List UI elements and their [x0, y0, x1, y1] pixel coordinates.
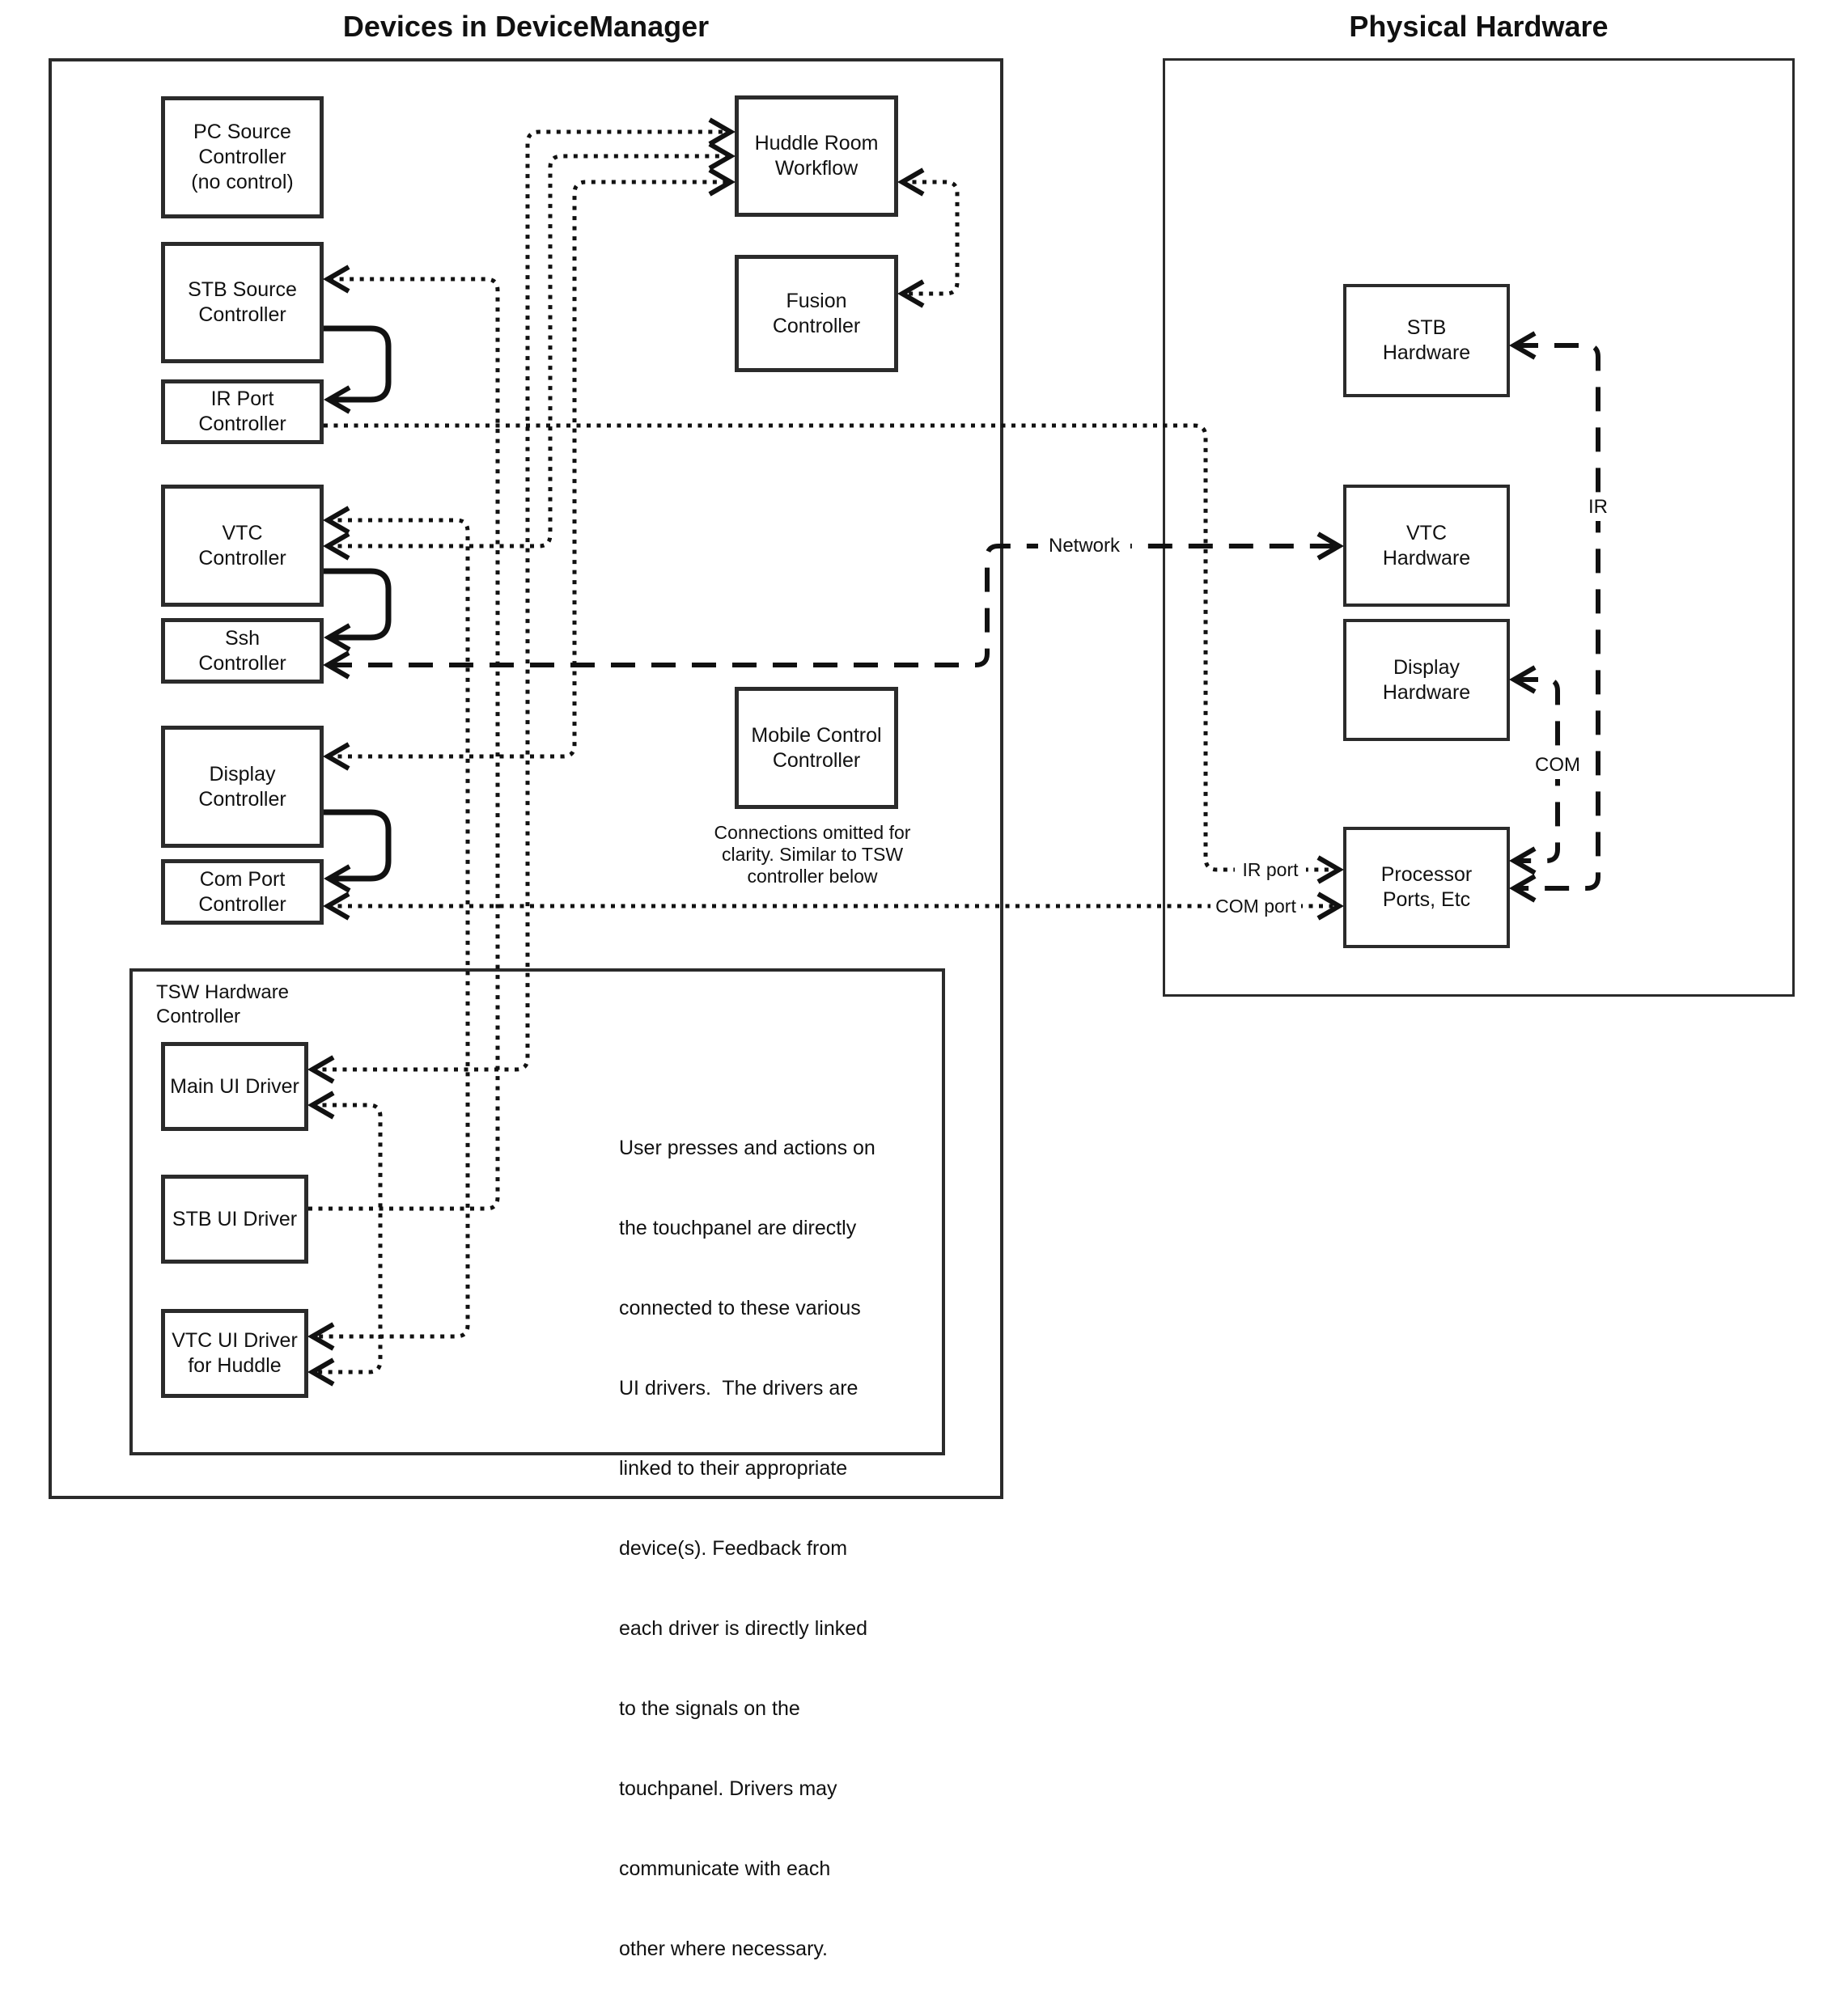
tsw-note-line: linked to their appropriate — [619, 1457, 848, 1480]
com-port-label: COM port — [1210, 893, 1301, 919]
box-label-line: Processor — [1380, 863, 1473, 886]
box-label-line: Ports, Etc — [1382, 888, 1471, 911]
box-label-line: Fusion — [786, 289, 847, 312]
display-controller-box — [161, 726, 324, 848]
ir-port-controller-box — [161, 379, 324, 444]
vtc-hardware-box — [1343, 485, 1510, 607]
box-label-line: Controller — [198, 146, 286, 168]
tsw-label-line: TSW Hardware — [156, 981, 290, 1003]
box-label-line: Controller — [198, 413, 286, 435]
huddle-room-workflow-box — [735, 95, 898, 217]
tsw-note-line: to the signals on the — [619, 1697, 800, 1720]
box-label-line: VTC — [1406, 521, 1447, 544]
mobile-note-line: clarity. Similar to TSW — [721, 844, 904, 865]
vtc-controller-box — [161, 485, 324, 607]
box-label-line: STB Source — [188, 278, 297, 301]
box-label-line: VTC — [222, 521, 263, 544]
box-label-line: Huddle Room — [754, 132, 879, 155]
tsw-note-line: User presses and actions on — [619, 1137, 875, 1159]
pc-source-controller-box — [161, 96, 324, 218]
mobile-note — [694, 822, 931, 887]
box-label-line: Controller — [772, 314, 861, 337]
box-label-line: PC Source — [193, 121, 291, 143]
com-label: COM — [1526, 752, 1589, 779]
tsw-note-line: UI drivers. The drivers are — [619, 1377, 859, 1400]
box-label-line: Controller — [198, 787, 286, 811]
mobile-note-line: controller below — [747, 866, 878, 887]
box-label-line: Controller — [772, 748, 861, 772]
box-label-line: Controller — [198, 892, 286, 916]
main-ui-driver-box — [161, 1042, 308, 1131]
tsw-note-line: touchpanel. Drivers may — [619, 1777, 837, 1800]
box-label-line: Workflow — [774, 157, 859, 180]
mobile-control-controller-box — [735, 687, 898, 809]
box-label-line: Controller — [198, 651, 286, 675]
box-label-line: STB — [1406, 316, 1447, 339]
box-label-line: Hardware — [1382, 341, 1471, 364]
box-label-line: IR Port — [210, 388, 274, 410]
display-hardware-box — [1343, 619, 1510, 741]
box-label-line: for Huddle — [188, 1354, 282, 1377]
mobile-note-line: Connections omitted for — [714, 822, 911, 843]
ssh-controller-box — [161, 618, 324, 684]
processor-ports-box — [1343, 827, 1510, 948]
tsw-container-label — [156, 980, 289, 1029]
box-label-line: STB UI Driver — [172, 1207, 298, 1230]
fusion-controller-box — [735, 255, 898, 372]
box-label-line: (no control) — [191, 171, 294, 193]
box-label-line: Controller — [198, 303, 286, 326]
network-label: Network — [1038, 532, 1130, 560]
devices-title: Devices in DeviceManager — [342, 10, 710, 43]
box-label-line: VTC UI Driver — [172, 1329, 298, 1352]
tsw-note-line: the touchpanel are directly — [619, 1217, 857, 1239]
tsw-note — [619, 1082, 875, 2016]
tsw-note-line: each driver is directly linked — [619, 1617, 868, 1640]
tsw-note-line: communicate with each — [619, 1857, 831, 1880]
tsw-note-line: device(s). Feedback from — [619, 1537, 848, 1560]
box-label-line: Controller — [198, 546, 286, 570]
ir-label: IR — [1577, 493, 1619, 521]
box-label-line: Mobile Control — [751, 723, 882, 747]
box-label-line: Main UI Driver — [170, 1074, 299, 1098]
stb-source-controller-box — [161, 242, 324, 363]
tsw-note-line: other where necessary. — [619, 1938, 828, 1960]
vtc-ui-driver-box — [161, 1309, 308, 1398]
physical-title: Physical Hardware — [1349, 10, 1609, 43]
box-label-line: Display — [209, 762, 276, 786]
tsw-label-line: Controller — [156, 1006, 241, 1027]
box-label-line: Ssh — [224, 626, 261, 650]
box-label-line: Hardware — [1382, 680, 1471, 704]
com-port-controller-box — [161, 859, 324, 925]
stb-ui-driver-box — [161, 1175, 308, 1264]
box-label-line: Display — [1393, 655, 1460, 679]
ir-port-label: IR port — [1235, 857, 1306, 883]
box-label-line: Hardware — [1382, 546, 1471, 570]
tsw-note-line: connected to these various — [619, 1297, 861, 1319]
box-label-line: Com Port — [199, 867, 286, 891]
stb-hardware-box — [1343, 284, 1510, 397]
